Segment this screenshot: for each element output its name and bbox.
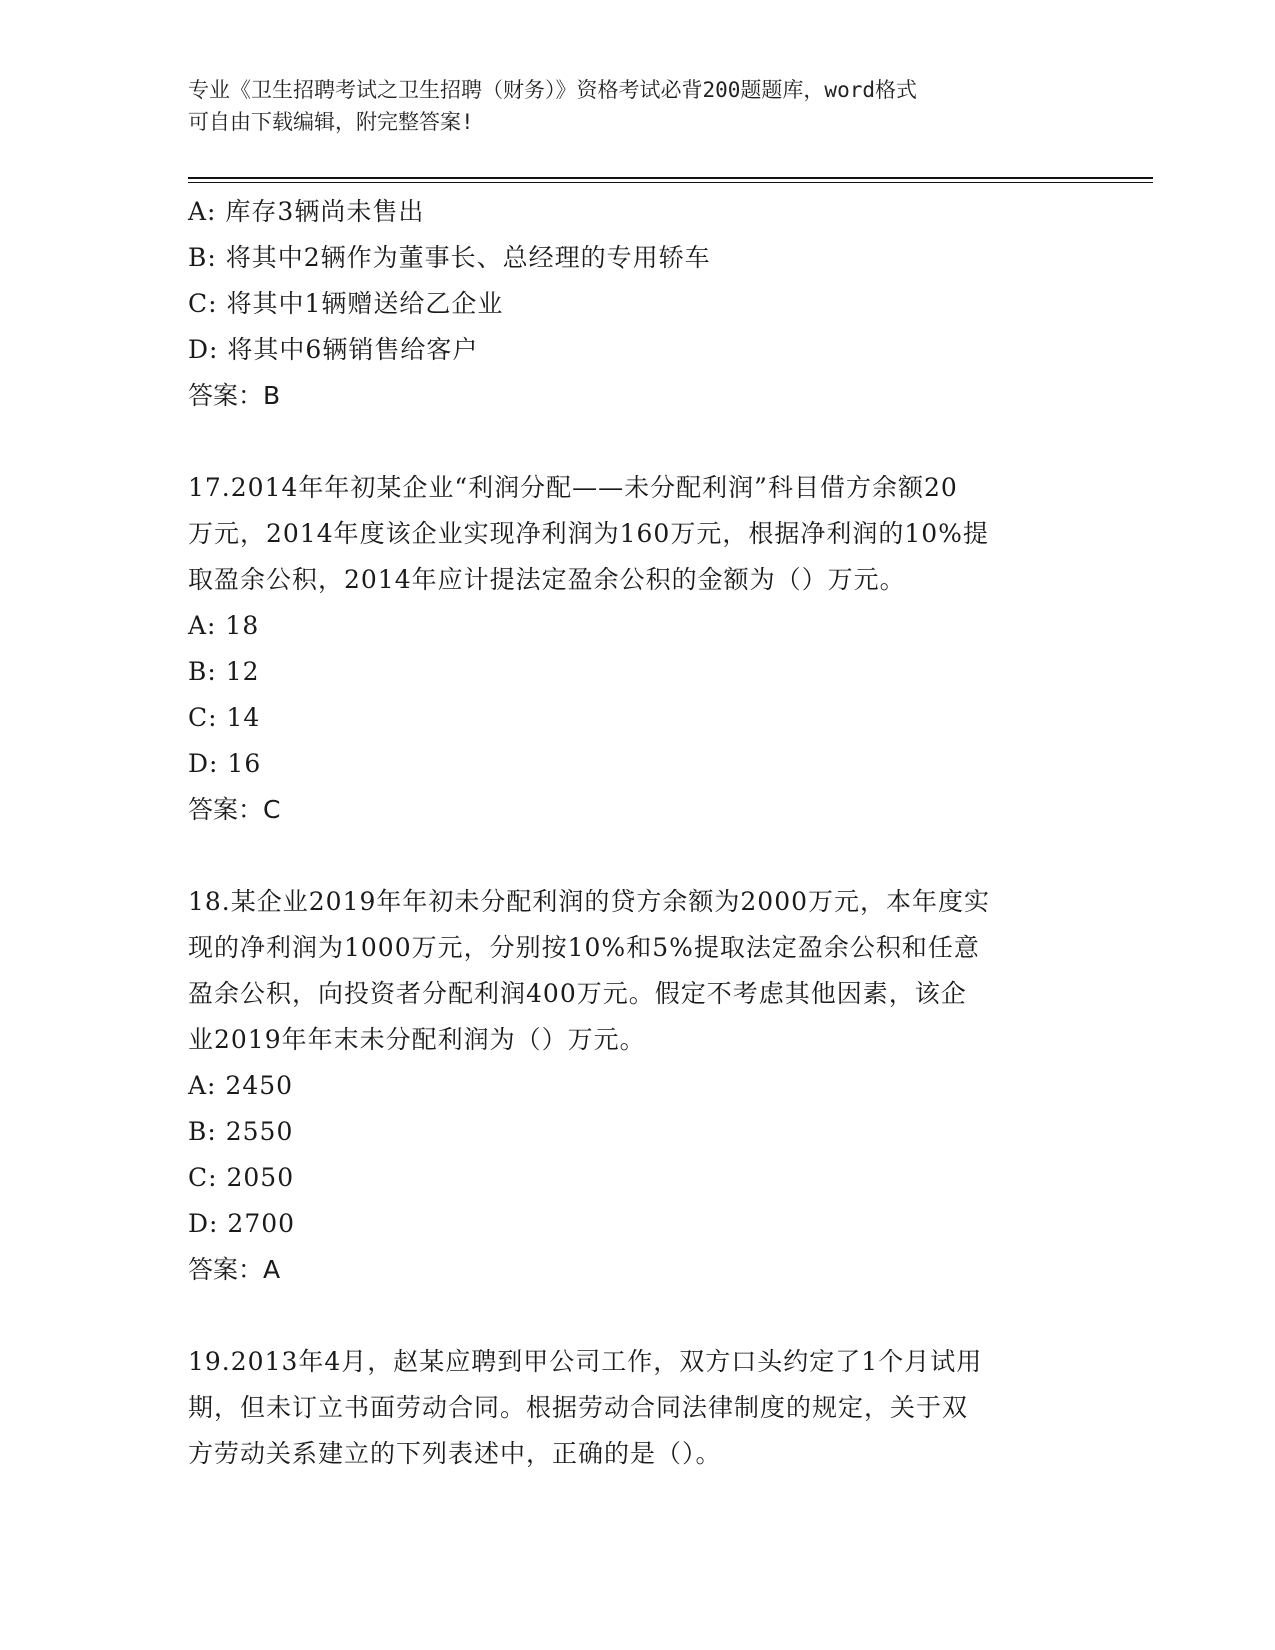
- question-text-line: 17.2014年年初某企业“利润分配——未分配利润”科目借方余额20: [188, 473, 958, 502]
- question-18-block: [188, 879, 1088, 1293]
- option-b: B: 12: [188, 657, 260, 686]
- spacer: [188, 1293, 1088, 1339]
- option-d: D: 将其中6辆销售给客户: [188, 335, 479, 364]
- option-d: D: 16: [188, 749, 262, 778]
- answer-line: 答案：C: [188, 795, 281, 824]
- question-17-block: [188, 465, 1088, 833]
- spacer: [188, 833, 1088, 879]
- question-text-line: 万元，2014年度该企业实现净利润为160万元，根据净利润的10%提: [188, 519, 989, 548]
- option-c: C: 2050: [188, 1163, 295, 1192]
- option-c: C: 14: [188, 703, 261, 732]
- question-text-line: 取盈余公积，2014年应计提法定盈余公积的金额为（）万元。: [188, 565, 906, 594]
- header-line-2: 可自由下载编辑，附完整答案!: [188, 110, 474, 134]
- question-text-line: 18.某企业2019年年初未分配利润的贷方余额为2000万元，本年度实: [188, 887, 991, 916]
- option-c: C: 将其中1辆赠送给乙企业: [188, 289, 504, 318]
- option-b: B: 将其中2辆作为董事长、总经理的专用轿车: [188, 243, 711, 272]
- option-d: D: 2700: [188, 1209, 296, 1238]
- header-rule-thin: [188, 182, 1153, 183]
- document-header: [188, 74, 1068, 138]
- question-19-block: [188, 1339, 1088, 1477]
- document-body: [188, 189, 1088, 1477]
- option-b: B: 2550: [188, 1117, 294, 1146]
- answer-line: 答案：B: [188, 381, 281, 410]
- spacer: [188, 419, 1088, 465]
- question-16-block: [188, 189, 1088, 419]
- question-text-line: 业2019年年末未分配利润为（）万元。: [188, 1025, 646, 1054]
- option-a: A: 18: [188, 611, 260, 640]
- option-a: A: 2450: [188, 1071, 294, 1100]
- question-text-line: 方劳动关系建立的下列表述中，正确的是（）。: [188, 1439, 722, 1468]
- option-a: A: 库存3辆尚未售出: [188, 197, 425, 226]
- question-text-line: 盈余公积，向投资者分配利润400万元。假定不考虑其他因素，该企: [188, 979, 967, 1008]
- question-text-line: 19.2013年4月，赵某应聘到甲公司工作，双方口头约定了1个月试用: [188, 1347, 983, 1376]
- answer-line: 答案：A: [188, 1255, 281, 1284]
- header-rule-thick: [188, 177, 1153, 179]
- question-text-line: 现的净利润为1000万元，分别按10%和5%提取法定盈余公积和任意: [188, 933, 980, 962]
- question-text-line: 期，但未订立书面劳动合同。根据劳动合同法律制度的规定，关于双: [188, 1393, 969, 1422]
- header-line-1: 专业《卫生招聘考试之卫生招聘（财务）》资格考试必背200题题库，word格式: [188, 78, 917, 102]
